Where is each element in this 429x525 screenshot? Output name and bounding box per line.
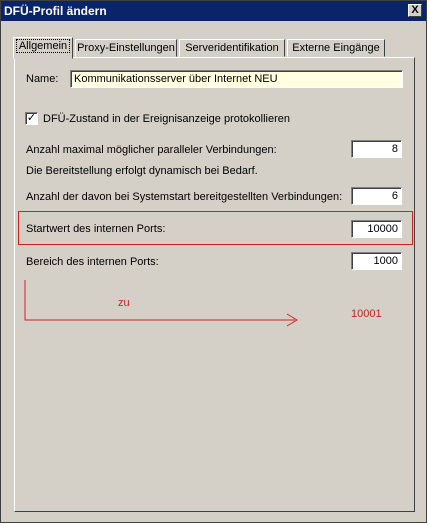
window-title: DFÜ-Profil ändern — [4, 4, 107, 18]
result-value: 10001 — [351, 308, 382, 320]
log-checkbox[interactable]: ✓ — [26, 112, 37, 124]
close-icon: X — [411, 4, 419, 16]
tab-proxy-einstellungen[interactable] — [75, 39, 177, 57]
max-connections-field[interactable]: 8 — [351, 140, 402, 158]
name-field[interactable]: Kommunikationsserver über Internet NEU — [70, 70, 403, 88]
start-port-label: Startwert des internen Ports: — [26, 223, 166, 235]
arrow-label: zu — [118, 297, 130, 309]
tab-label: Externe Eingänge — [292, 42, 380, 54]
tab-serveridentifikation[interactable] — [179, 39, 285, 57]
startup-connections-label: Anzahl der davon bei Systemstart bereitgestellten Verbindungen: — [26, 191, 343, 203]
port-range-label: Bereich des internen Ports: — [26, 256, 159, 268]
dynamic-note: Die Bereitstellung erfolgt dynamisch bei Bedarf. — [26, 165, 258, 177]
close-button[interactable] — [408, 4, 422, 17]
startup-connections-field[interactable]: 6 — [351, 187, 402, 205]
tab-externe-eingaenge[interactable] — [287, 39, 385, 57]
tab-label: Proxy-Einstellungen — [77, 42, 175, 54]
tab-allgemein[interactable] — [13, 37, 73, 59]
start-port-field[interactable]: 10000 — [351, 220, 402, 238]
title-bar[interactable] — [1, 1, 426, 21]
max-connections-label: Anzahl maximal möglicher paralleler Verbindungen: — [26, 144, 277, 156]
tab-label: Serveridentifikation — [185, 42, 279, 54]
port-range-field[interactable]: 1000 — [351, 252, 402, 270]
log-checkbox-label[interactable]: DFÜ-Zustand in der Ereignisanzeige protokollieren — [43, 113, 291, 125]
name-label: Name: — [26, 73, 59, 85]
tab-label: Allgemein — [16, 39, 70, 53]
annotation-arrow — [23, 278, 303, 328]
tab-panel-allgemein — [14, 57, 415, 512]
